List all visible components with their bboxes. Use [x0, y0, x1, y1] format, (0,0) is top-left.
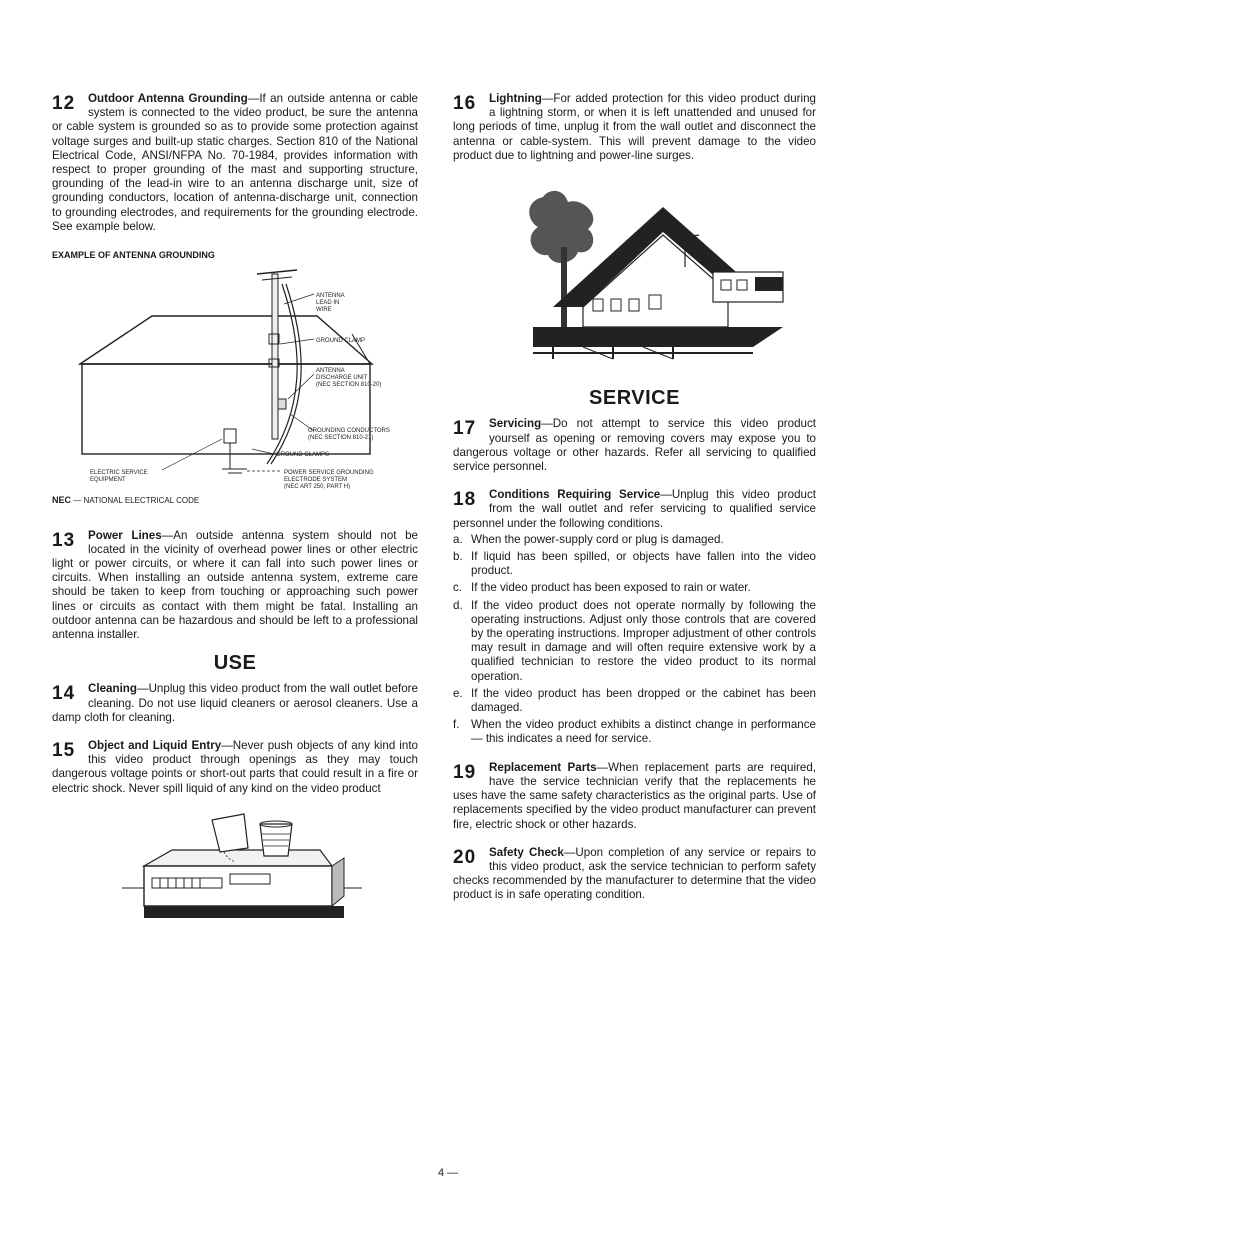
- item-number: 17: [453, 418, 477, 440]
- svg-text:(NEC ART 250, PART H): (NEC ART 250, PART H): [284, 484, 351, 490]
- vcr-liquid-illustration: [52, 810, 418, 934]
- label-discharge-unit: ANTENNA: [316, 368, 345, 375]
- item-body: —Do not attempt to service this video product yourself as opening or removing covers may expose you to dangerous voltage or other hazards. Refer all servicing to qualified service personnel.: [453, 417, 816, 474]
- item-body: —Unplug this video product from the wall outlet and refer servicing to qualified service personnel under the following conditions.: [453, 488, 816, 530]
- item-number: 20: [453, 846, 477, 868]
- vcr-icon: [52, 810, 418, 930]
- svg-text:DISCHARGE UNIT: DISCHARGE UNIT: [316, 375, 368, 382]
- item-body: —Never push objects of any kind into this video product through openings as they may touch dangerous voltage points or short-out parts that could result in a fire or electric shock. Never spill liquid of any kind on the video product: [52, 739, 418, 795]
- item-body: —Upon completion of any service or repairs to this video product, ask the service technician to perform safety checks recommended by the manufacturer to determine that the video product is in safe operating condition.: [453, 845, 816, 902]
- item-17: [453, 417, 816, 474]
- item-20: [453, 846, 816, 903]
- item-heading: Replacement Parts: [489, 760, 597, 774]
- item-heading: Object and Liquid Entry: [88, 739, 222, 753]
- svg-text:EQUIPMENT: EQUIPMENT: [90, 477, 126, 484]
- section-title-use: USE: [213, 652, 257, 675]
- ground-icon: [533, 327, 783, 347]
- list-item: c. If the video product has been exposed to rain or water.: [453, 581, 751, 595]
- label-grounding-electrode: POWER SERVICE GROUNDING: [284, 470, 374, 477]
- nec-abbr: NEC: [52, 495, 72, 506]
- item-19: [453, 761, 816, 832]
- right-column: [453, 92, 816, 917]
- item-body: —If an outside antenna or cable system is connected to the video product, be sure the antenna or cable system is grounded so as to provide some protection against voltage surges and built-up static charges. Section 810 of the National Electrical Code, ANSI/NFPA No. 70-1984, provides information with respect to proper grounding of the mast and supporting structure, grounding of the lead-in wire to an antenna discharge unit, size of grounding conductors, location of antenna-discharge unit, connection to grounding electrodes, and requirements for the grounding electrode. See example below.: [52, 92, 418, 233]
- svg-text:(NEC SECTION 810-21): (NEC SECTION 810-21): [308, 435, 374, 442]
- item-heading: Lightning: [489, 92, 542, 105]
- vcr-base: [144, 906, 344, 918]
- svg-text:WIRE: WIRE: [316, 307, 332, 314]
- nec-text: — NATIONAL ELECTRICAL CODE: [73, 496, 200, 506]
- item-number: 15: [52, 740, 76, 762]
- list-item: e. If the video product has been dropped or the cabinet has been damaged.: [453, 686, 816, 715]
- item-number: 14: [52, 683, 76, 705]
- house-tree-icon: [453, 177, 816, 377]
- item-heading: Safety Check: [489, 845, 564, 859]
- item-14: [52, 682, 418, 725]
- item-number: 16: [453, 93, 477, 114]
- figure-title: EXAMPLE OF ANTENNA GROUNDING: [52, 250, 215, 261]
- label-electric-service: ELECTRIC SERVICE: [90, 470, 148, 477]
- discharge-unit: [278, 399, 286, 409]
- item-13: [52, 529, 418, 643]
- lightning-house-illustration: [453, 177, 816, 381]
- antenna-icon: [257, 270, 297, 274]
- label-lead-in: ANTENNA: [316, 293, 345, 300]
- item-heading: Outdoor Antenna Grounding: [88, 92, 248, 105]
- item-number: 13: [52, 529, 76, 551]
- item-number: 18: [453, 489, 477, 511]
- svg-text:LEAD IN: LEAD IN: [316, 300, 340, 307]
- antenna-mast: [272, 274, 278, 439]
- item-body: —When replacement parts are required, have the service technician verify that the replacements he uses have the same safety characteristics as the original parts. Use of replacements specified by the video product manufacturer can prevent fire, electric shock or other hazards.: [453, 760, 817, 831]
- label-grounding-conductors: GROUNDING CONDUCTORS: [308, 428, 390, 435]
- item-heading: Servicing: [489, 417, 542, 431]
- list-item: f. When the video product exhibits a distinct change in performance — this indicates a need for service.: [453, 718, 816, 746]
- left-column: [52, 92, 418, 934]
- item-body: —Unplug this video product from the wall outlet before cleaning. Do not use liquid cleaners or aerosol cleaners. Use a damp cloth for cleaning.: [52, 682, 418, 724]
- svg-text:ELECTRODE SYSTEM: ELECTRODE SYSTEM: [284, 477, 348, 484]
- label-ground-clamps: GROUND CLAMPS: [276, 452, 330, 459]
- list-item: b. If liquid has been spilled, or objects have fallen into the video product.: [453, 550, 816, 578]
- conditions-list: [453, 533, 816, 747]
- item-body: —An outside antenna system should not be located in the vicinity of overhead power lines or other electric light or power circuits, or where it can fall into such power lines or circuits. When installing an outside antenna system, extreme care should be taken to keep from touching or approaching such power lines or circuits as contact with them might be fatal. Installing an outdoor antenna can be hazardous and should be left to a professional antenna installer.: [52, 528, 418, 642]
- page-number: 4 —: [438, 1167, 459, 1179]
- item-18: [453, 488, 816, 746]
- list-item: a. When the power-supply cord or plug is damaged.: [453, 532, 724, 546]
- item-heading: Cleaning: [88, 682, 137, 696]
- item-12: [52, 92, 418, 234]
- antenna-grounding-diagram: [52, 264, 418, 489]
- antenna-grounding-figure: [52, 264, 418, 493]
- item-heading: Conditions Requiring Service: [489, 488, 661, 502]
- svg-text:(NEC SECTION 810-20): (NEC SECTION 810-20): [316, 382, 382, 389]
- item-body: —For added protection for this video product during a lightning storm, or when it is left unattended and unused for long periods of time, unplug it from the wall outlet and disconnect the antenna or cable-system. This will prevent damage to the video product due to lightning and power-line surges.: [453, 92, 816, 162]
- list-item: d. If the video product does not operate normally by following the operating instructions. Adjust only those controls that are covered by the operating instructions. Improper adjustment of other controls may result in damage and will often require extensive work by a qualified technician to restore the video product to its normal operation.: [453, 598, 816, 683]
- section-title-service: SERVICE: [589, 387, 680, 410]
- item-number: 12: [52, 93, 76, 114]
- electric-service-box: [224, 429, 236, 443]
- item-heading: Power Lines: [88, 528, 162, 542]
- item-16: [453, 92, 816, 163]
- cup-icon: [212, 814, 248, 852]
- item-15: [52, 739, 418, 796]
- nec-legend: [52, 493, 418, 508]
- label-ground-clamp: GROUND CLAMP: [316, 338, 366, 345]
- item-number: 19: [453, 761, 477, 783]
